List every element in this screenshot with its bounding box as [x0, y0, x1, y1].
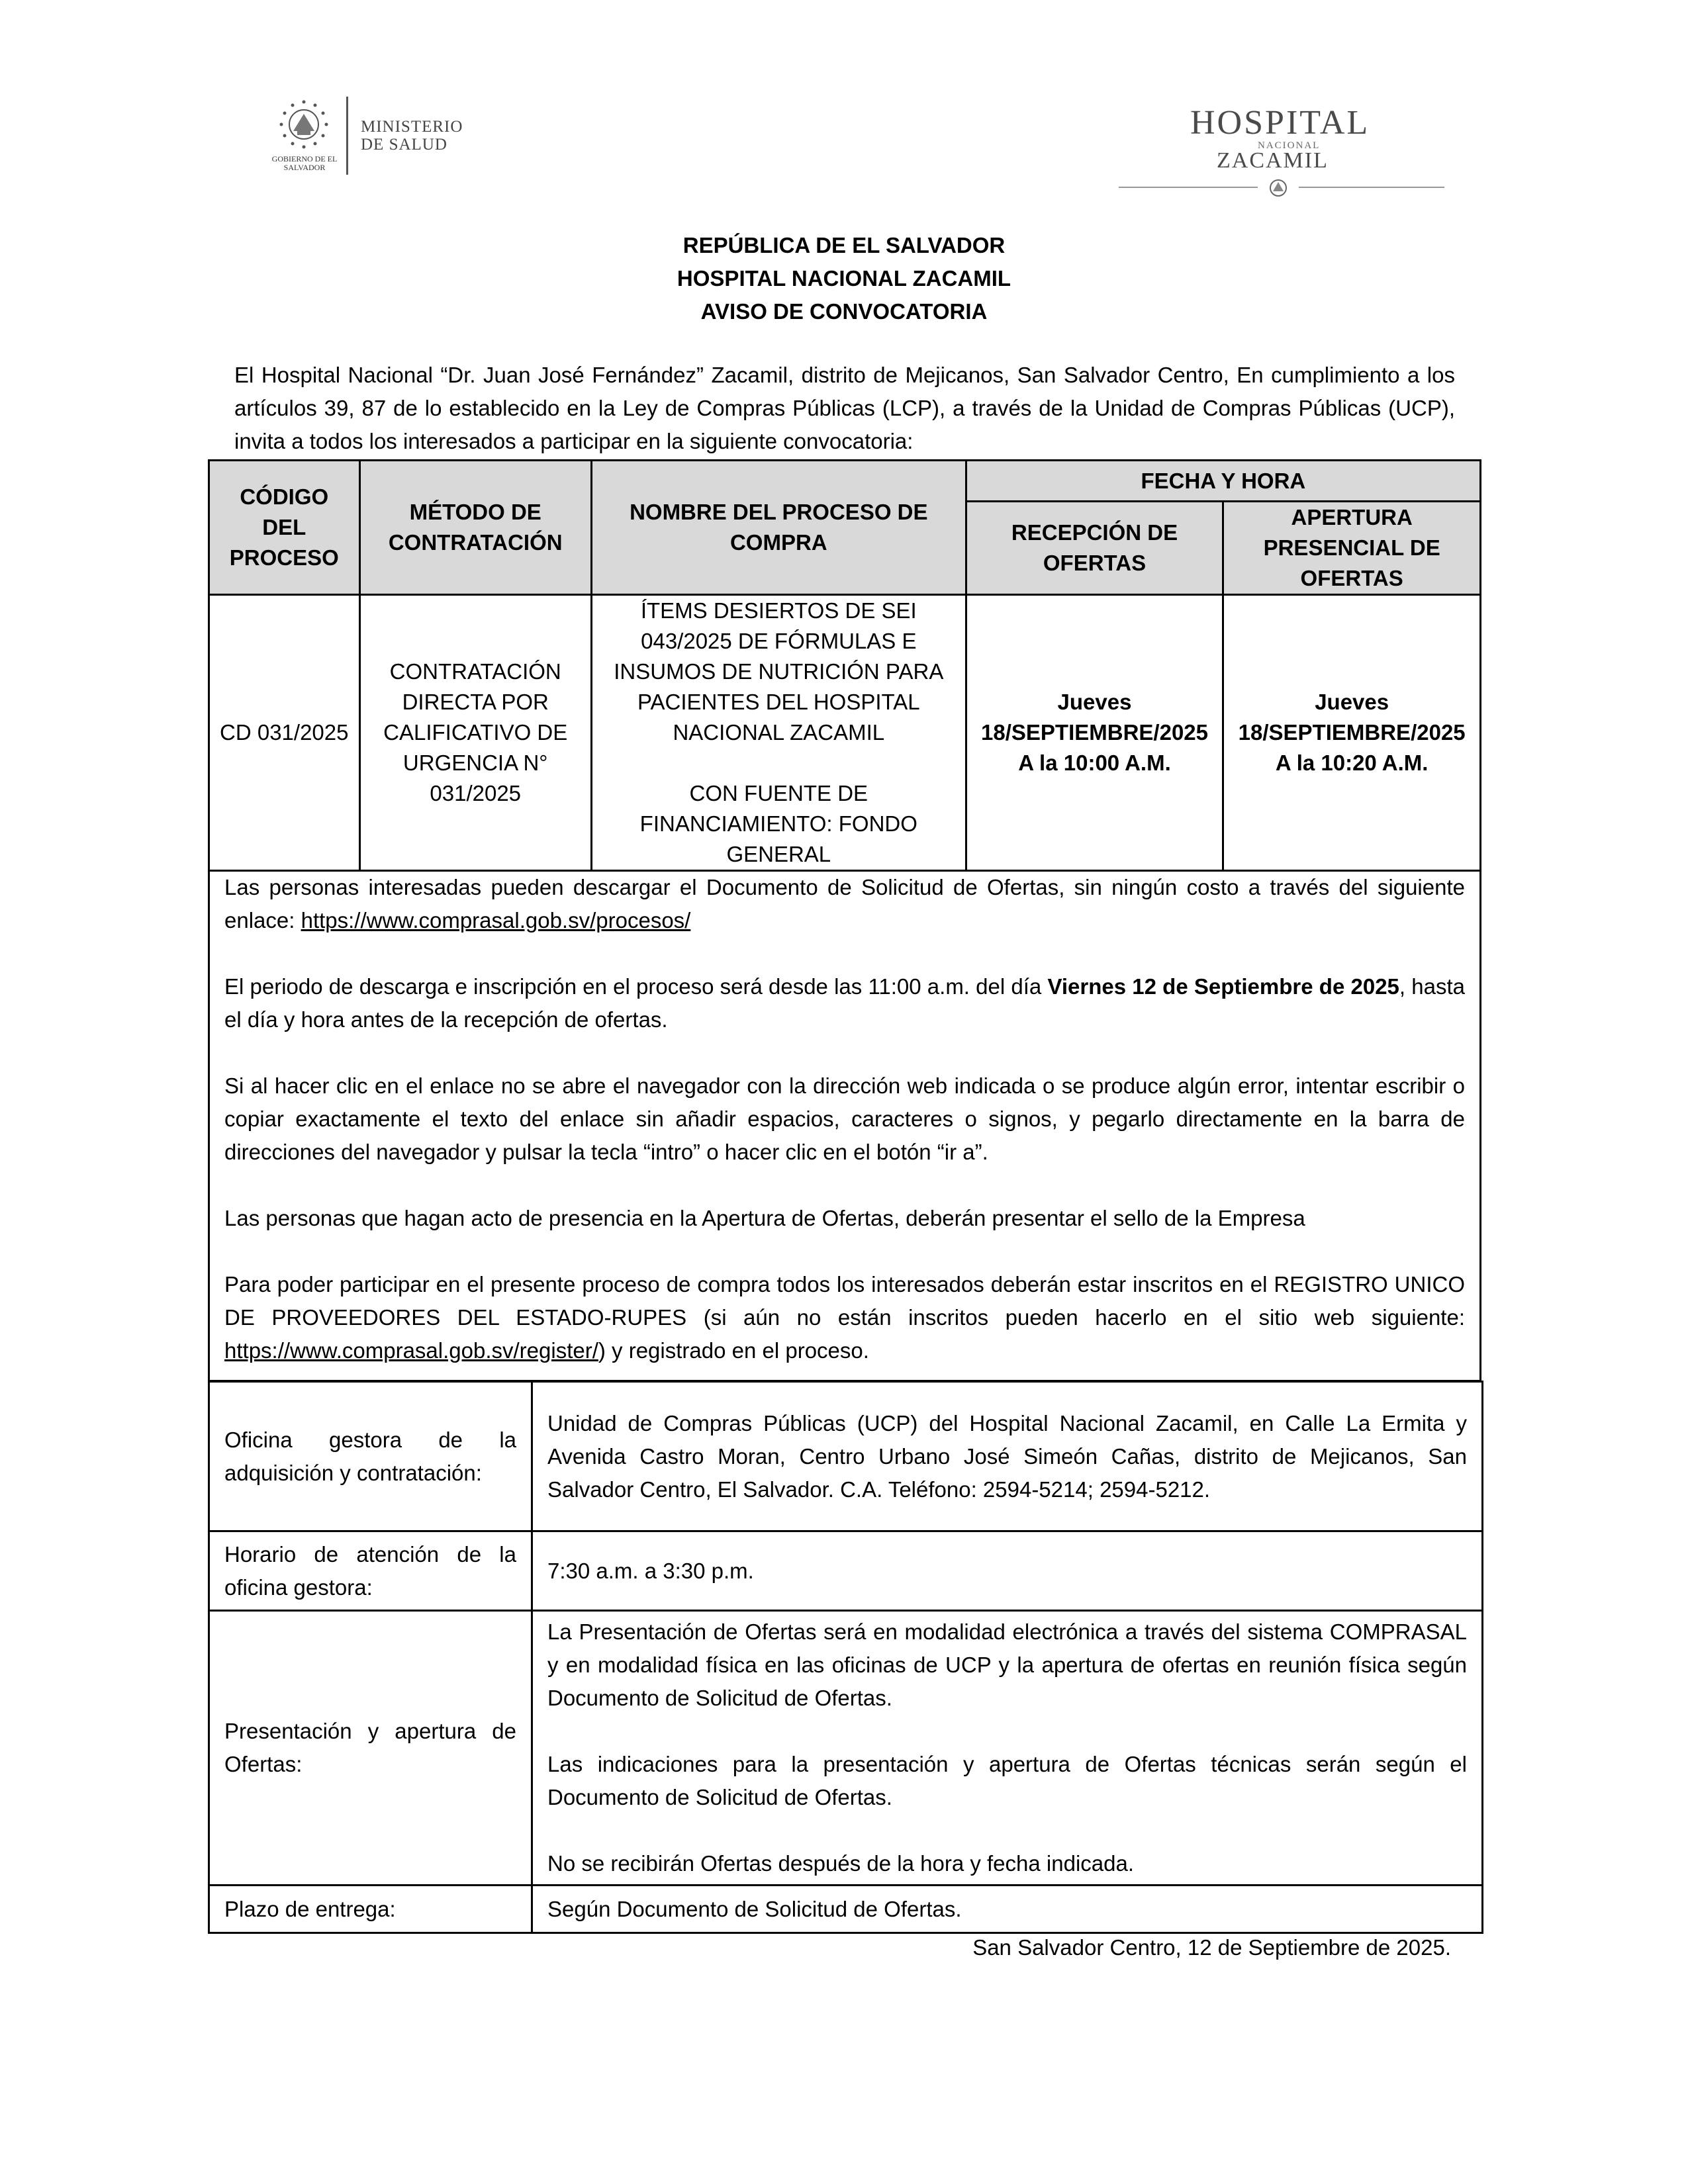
ministerio-salud-logo — [268, 91, 493, 184]
nombre-proceso: ÍTEMS DESIERTOS DE SEI 043/2025 DE FÓRMULAS E INSUMOS DE NUTRICIÓN PARA PACIENTES DEL HOSPITAL NACIONAL ZACAMIL — [614, 598, 944, 745]
logo-divider — [346, 97, 348, 175]
cell-recepcion — [966, 595, 1223, 871]
cell-codigo: CD 031/2025 — [209, 595, 360, 871]
period-paragraph — [210, 970, 1479, 1036]
apertura-fecha: 18/SEPTIEMBRE/2025 — [1238, 720, 1466, 745]
header-nombre: NOMBRE DEL PROCESO DE COMPRA — [591, 461, 966, 595]
table-row — [209, 595, 1481, 871]
table-row — [209, 1382, 1483, 1531]
seal-caption: GOBIERNO DE EL SALVADOR — [271, 154, 338, 172]
ministry-line-2: DE SALUD — [361, 136, 447, 154]
cell-metodo: CONTRATACIÓN DIRECTA POR CALIFICATIVO DE URGENCIA N° 031/2025 — [359, 595, 591, 871]
hospital-logo-line-1: HOSPITAL — [1190, 104, 1370, 142]
hospital-zacamil-logo — [1112, 105, 1456, 204]
apertura-dia: Jueves — [1315, 690, 1389, 714]
fuente-financiamiento: CON FUENTE DE FINANCIAMIENTO: FONDO GENERAL — [639, 781, 917, 866]
recepcion-dia: Jueves — [1057, 690, 1132, 714]
rupes-text-a: Para poder participar en el presente proceso de compra todos los interesados deberán estar inscritos en el REGISTRO UNICO DE PROVEEDORES DEL ESTADO-RUPES (si aún no están inscritos pueden hacerlo en el sitio web siguiente: — [224, 1272, 1465, 1330]
presentacion-p3: No se recibirán Ofertas después de la hora y fecha indicada. — [547, 1851, 1135, 1876]
coat-of-arms-icon — [277, 98, 330, 151]
recepcion-fecha: 18/SEPTIEMBRE/2025 — [981, 720, 1209, 745]
ministry-name — [361, 118, 463, 154]
horario-value: 7:30 a.m. a 3:30 p.m. — [532, 1531, 1483, 1611]
plazo-value: Según Documento de Solicitud de Ofertas. — [532, 1886, 1483, 1933]
header-recepcion: RECEPCIÓN DE OFERTAS — [966, 502, 1223, 595]
download-paragraph — [210, 868, 1479, 937]
presence-paragraph: Las personas que hagan acto de presencia en la Apertura de Ofertas, deberán presentar el sello de la Empresa — [224, 1206, 1305, 1230]
hospital-logo-line-2: NACIONAL — [1258, 140, 1321, 151]
logo-rule-right — [1299, 187, 1444, 188]
intro-paragraph: El Hospital Nacional “Dr. Juan José Fernández” Zacamil, distrito de Mejicanos, San Salvador Centro, En cumplimiento a los artículos 39, 87 de lo establecido en la Ley de Compras Públicas (LCP), a través de la Unidad de Compras Públicas (UCP), invita a todos los interesados a participar en la siguiente convocatoria: — [234, 363, 1455, 453]
table-row — [209, 1611, 1483, 1886]
presentacion-p2: Las indicaciones para la presentación y apertura de Ofertas técnicas serán según el Documento de Solicitud de Ofertas. — [547, 1752, 1467, 1809]
register-link[interactable]: https://www.comprasal.gob.sv/register/ — [224, 1338, 598, 1363]
recepcion-hora: A la 10:00 A.M. — [1018, 751, 1171, 775]
title-aviso: AVISO DE CONVOCATORIA — [700, 299, 988, 324]
rupes-paragraph — [210, 1268, 1479, 1367]
hospital-logo-line-3: ZACAMIL — [1217, 148, 1329, 173]
presentacion-p1: La Presentación de Ofertas será en modalidad electrónica a través del sistema COMPRASAL y en modalidad física en las oficinas de UCP y la apertura de ofertas en reunión física según Documento de Solicitud de Ofertas. — [547, 1619, 1467, 1710]
link-help-paragraph: Si al hacer clic en el enlace no se abre el navegador con la dirección web indicada o se produce algún error, intentar escribir o copiar exactamente el texto del enlace sin añadir espacios, caracteres o signos, y pegarlo directamente en la barra de direcciones del navegador y pulsar la tecla “intro” o hacer clic en el botón “ir a”. — [224, 1073, 1465, 1164]
header-codigo: CÓDIGO DEL PROCESO — [209, 461, 360, 595]
cell-apertura — [1223, 595, 1481, 871]
table-row — [209, 1531, 1483, 1611]
place-date: San Salvador Centro, 12 de Septiembre de 2025. — [972, 1935, 1451, 1960]
title-hospital: HOSPITAL NACIONAL ZACAMIL — [677, 266, 1011, 291]
period-text-a: El periodo de descarga e inscripción en el proceso será desde las 11:00 a.m. del día — [224, 974, 1048, 999]
presentacion-value — [532, 1611, 1483, 1886]
info-table — [208, 1381, 1483, 1934]
procesos-link[interactable]: https://www.comprasal.gob.sv/procesos/ — [301, 908, 691, 933]
emblem-icon — [1266, 176, 1290, 200]
cell-nombre — [591, 595, 966, 871]
logo-rule-left — [1119, 187, 1258, 188]
ministry-line-1: MINISTERIO — [361, 118, 463, 136]
header-fecha-hora: FECHA Y HORA — [966, 461, 1480, 502]
title-republica: REPÚBLICA DE EL SALVADOR — [682, 233, 1006, 257]
instructions-box — [208, 868, 1481, 1382]
apertura-hora: A la 10:20 A.M. — [1275, 751, 1429, 775]
document-titles — [0, 229, 1688, 328]
download-text: Las personas interesadas pueden descargar el Documento de Solicitud de Ofertas, sin ningún costo a través del siguiente enlace: — [224, 875, 1465, 933]
horario-label: Horario de atención de la oficina gestora: — [209, 1531, 532, 1611]
process-table — [208, 459, 1481, 872]
oficina-label: Oficina gestora de la adquisición y contratación: — [209, 1382, 532, 1531]
plazo-label: Plazo de entrega: — [209, 1886, 532, 1933]
presentacion-label: Presentación y apertura de Ofertas: — [209, 1611, 532, 1886]
header-apertura: APERTURA PRESENCIAL DE OFERTAS — [1223, 502, 1481, 595]
header-metodo: MÉTODO DE CONTRATACIÓN — [359, 461, 591, 595]
period-text-b: , hasta el día y hora antes de la recepción de ofertas. — [224, 974, 1465, 1032]
rupes-text-b: ) y registrado en el proceso. — [598, 1338, 869, 1363]
oficina-value: Unidad de Compras Públicas (UCP) del Hospital Nacional Zacamil, en Calle La Ermita y Avenida Castro Moran, Centro Urbano José Simeón Cañas, distrito de Mejicanos, San Salvador Centro, El Salvador. C.A. Teléfono: 2594-5214; 2594-5212. — [532, 1382, 1483, 1531]
period-date: Viernes 12 de Septiembre de 2025 — [1047, 974, 1399, 999]
table-row — [209, 1886, 1483, 1933]
